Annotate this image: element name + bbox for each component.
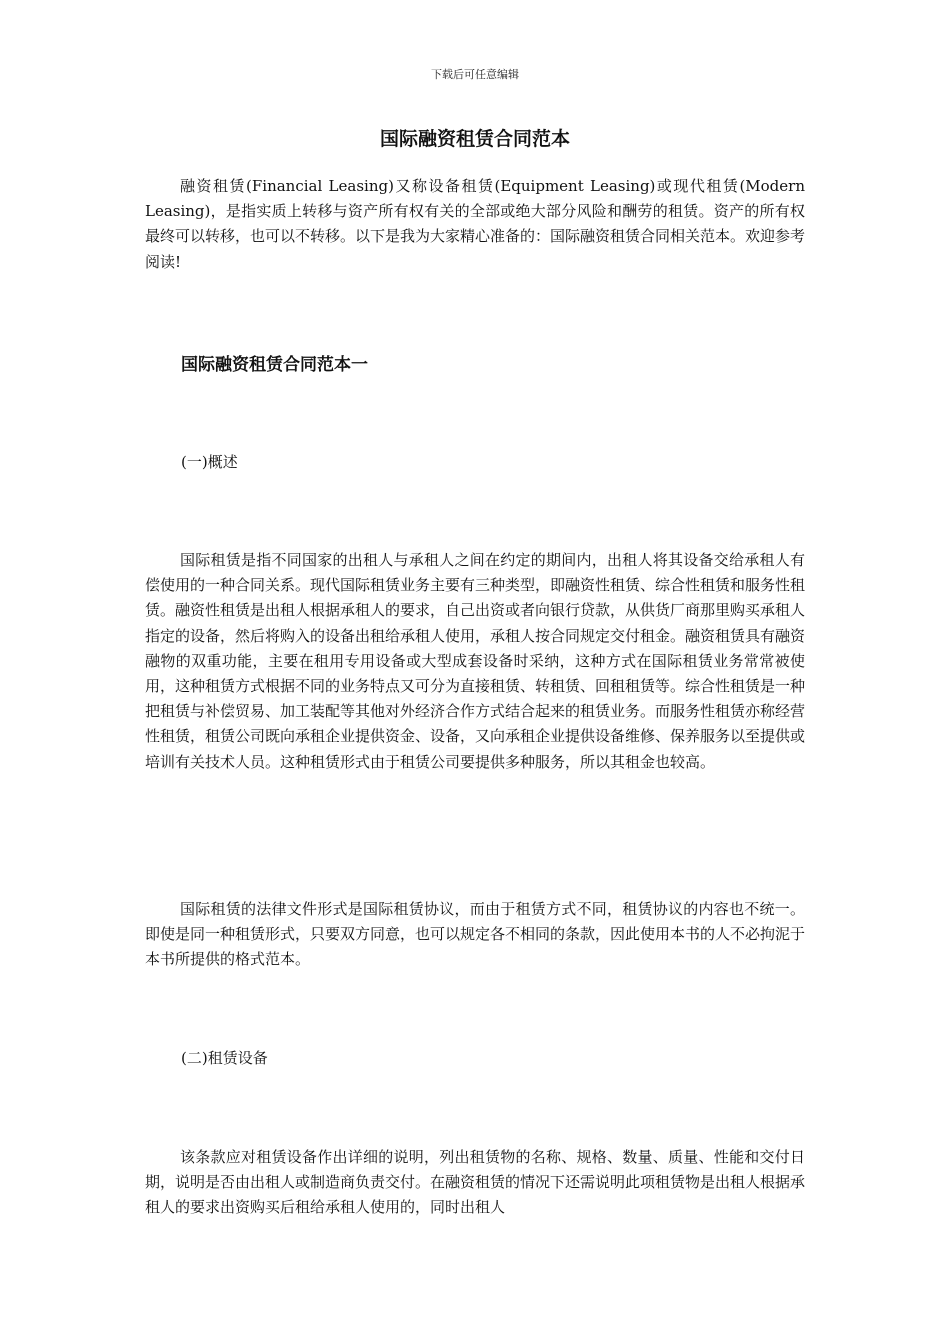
section-one-heading: 国际融资租赁合同范本一 bbox=[181, 355, 368, 375]
part-one-paragraph-2: 国际租赁的法律文件形式是国际租赁协议，而由于租赁方式不同，租赁协议的内容也不统一。即使是同一种租赁形式，只要双方同意，也可以规定各不相同的条款，因此使用本书的人不必拘泥于本书所提供的格式范本。 bbox=[145, 900, 806, 969]
header-note: 下载后可任意编辑 bbox=[431, 68, 519, 81]
document-title: 国际融资租赁合同范本 bbox=[379, 128, 570, 150]
part-one-paragraph-1: 国际租赁是指不同国家的出租人与承租人之间在约定的期间内，出租人将其设备交给承租人有偿使用的一种合同关系。现代国际租赁业务主要有三种类型，即融资性租赁、综合性租赁和服务性租赁。融资性租赁是出租人根据承租人的要求，自己出资或者向银行贷款，从供货厂商那里购买承租人指定的设备，然后将购入的设备出租给承租人使用，承租人按合同规定交付租金。融资租赁具有融资融物的双重功能，主要在租用专用设备或大型成套设备时采纳，这种方式在国际租赁业务常常被使用，这种租赁方式根据不同的业务特点又可分为直接租赁、转租赁、回租租赁等。综合性租赁是一种把租赁与补偿贸易、加工装配等其他对外经济合作方式结合起来的租赁业务。而服务性租赁亦称经营性租赁，租赁公司既向承租企业提供资金、设备，又向承租企业提供设备维修、保养服务以至提供或培训有关技术人员。这种租赁形式由于租赁公司要提供多种服务，所以其租金也较高。 bbox=[145, 551, 806, 771]
intro-paragraph: 融资租赁(Financial Leasing)又称设备租赁(Equipment Leasing)或现代租赁(Modern Leasing)，是指实质上转移与资产所有权有关的全部或绝大部分风险和酬劳的租赁。资产的所有权最终可以转移，也可以不转移。以下是我为大家精心准备的：国际融资租赁合同相关范本。欢迎参考阅读! bbox=[145, 177, 806, 271]
part-two-paragraph-1: 该条款应对租赁设备作出详细的说明，列出租赁物的名称、规格、数量、质量、性能和交付日期，说明是否由出租人或制造商负责交付。在融资租赁的情况下还需说明此项租赁物是出租人根据承租人的要求出资购买后租给承租人使用的，同时出租人 bbox=[145, 1148, 806, 1217]
part-two-heading: (二)租赁设备 bbox=[181, 1049, 268, 1067]
part-one-heading: (一)概述 bbox=[181, 453, 238, 471]
